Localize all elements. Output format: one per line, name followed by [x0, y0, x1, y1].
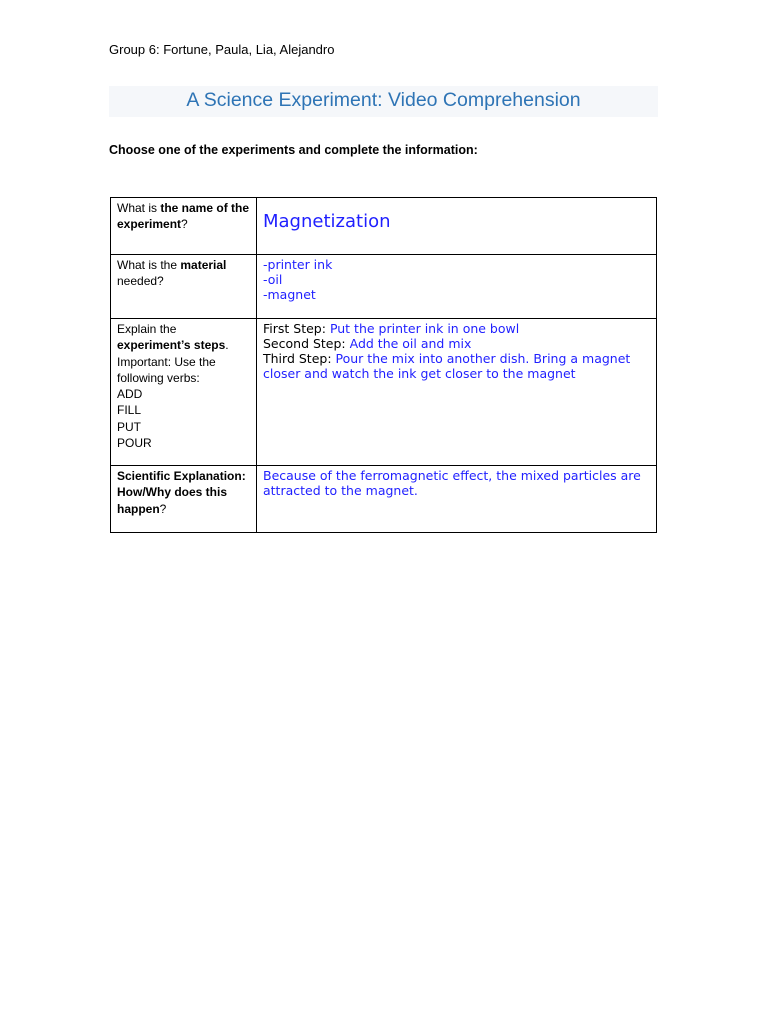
answer-material — [257, 255, 657, 319]
material-item: -oil — [263, 272, 283, 287]
question-prefix: What is — [117, 201, 161, 215]
explanation-answer: Because of the ferromagnetic effect, the mixed particles are attracted to the magnet. — [263, 468, 641, 498]
verb-item: PUT — [117, 419, 141, 434]
question-line: Important: Use the following verbs: — [117, 354, 216, 385]
question-bold: material — [180, 258, 227, 272]
question-suffix: ? — [181, 217, 188, 232]
step-label: First Step: — [263, 321, 330, 336]
question-bold: Scientific Explanation: How/Why does this happen — [117, 469, 246, 516]
question-suffix: . — [225, 338, 229, 353]
question-line: Explain the — [117, 322, 177, 336]
question-bold: the name of the experiment — [117, 201, 250, 232]
question-prefix: What is the — [117, 258, 181, 272]
page-title: A Science Experiment: Video Comprehension — [186, 89, 581, 111]
question-suffix: needed? — [117, 274, 164, 289]
table-row-scientific-explanation — [111, 466, 657, 533]
question-line — [117, 337, 250, 353]
question-suffix: ? — [159, 501, 167, 516]
verb-item: FILL — [117, 403, 142, 418]
step-label: Third Step: — [263, 351, 336, 366]
question-material — [111, 255, 257, 319]
verb-item: ADD — [117, 387, 143, 402]
answer-steps — [257, 319, 657, 466]
question-bold: experiment’s steps — [117, 338, 226, 353]
group-members-line: Group 6: Fortune, Paula, Lia, Alejandro — [109, 42, 335, 57]
question-steps — [111, 319, 257, 466]
table-row-experiment-name — [111, 198, 657, 255]
step-label: Second Step: — [263, 336, 350, 351]
verb-item: POUR — [117, 436, 152, 451]
question-scientific-explanation — [111, 466, 257, 533]
answer-scientific-explanation — [257, 466, 657, 533]
title-bar — [109, 86, 658, 117]
step-line — [263, 336, 650, 351]
table-row-steps — [111, 319, 657, 466]
question-experiment-name — [111, 198, 257, 255]
worksheet-table — [110, 197, 657, 533]
step-text: Pour the mix into another dish. Bring a magnet closer and watch the ink get closer to the magnet — [263, 351, 631, 381]
instruction-text: Choose one of the experiments and complete the information: — [109, 143, 478, 157]
step-text: Put the printer ink in one bowl — [329, 321, 520, 336]
table-row-material — [111, 255, 657, 319]
material-item: -magnet — [263, 287, 316, 302]
step-text: Add the oil and mix — [349, 336, 472, 351]
experiment-name-answer: Magnetization — [263, 211, 391, 232]
answer-experiment-name — [257, 198, 657, 255]
step-line — [263, 351, 650, 381]
material-item: -printer ink — [263, 257, 333, 272]
step-line — [263, 321, 650, 336]
